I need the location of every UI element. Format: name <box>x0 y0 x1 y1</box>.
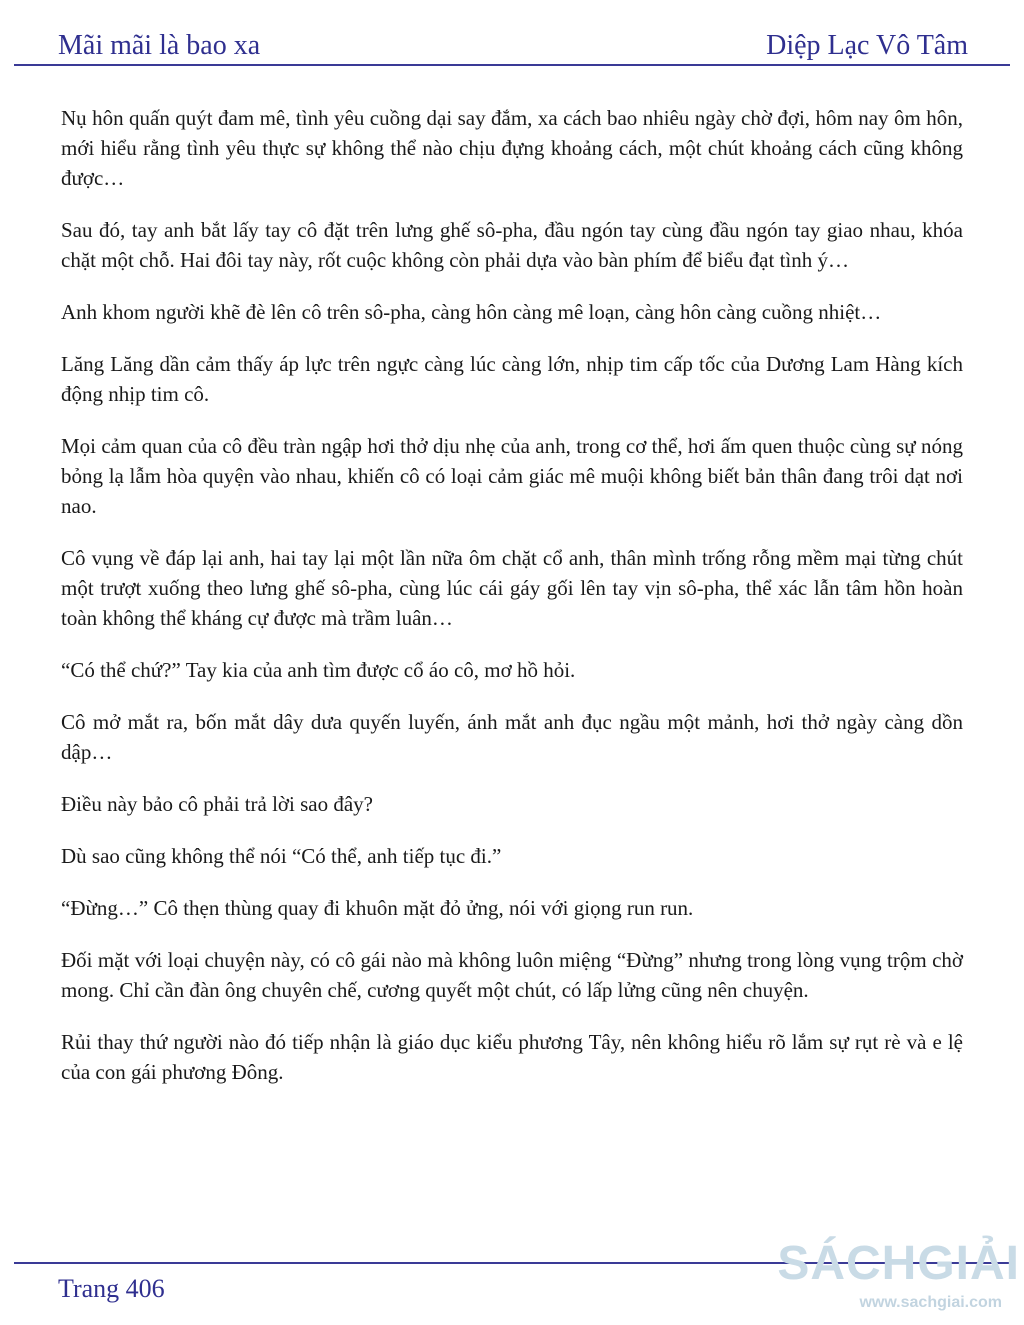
paragraph: Sau đó, tay anh bắt lấy tay cô đặt trên lưng ghế sô-pha, đầu ngón tay cùng đầu ngón tay giao nhau, khóa chặt một chỗ. Hai đôi tay này, rốt cuộc không còn phải dựa vào bàn phím để biểu đạt tình ý… <box>61 218 963 272</box>
paragraph: Dù sao cũng không thể nói “Có thể, anh tiếp tục đi.” <box>61 844 502 868</box>
watermark-logo-text: SÁCHGIẢI <box>777 1237 1020 1290</box>
watermark-logo <box>777 1228 1020 1323</box>
watermark-url: www.sachgiai.com <box>859 1294 1002 1311</box>
paragraph: “Đừng…” Cô thẹn thùng quay đi khuôn mặt đỏ ửng, nói với giọng run run. <box>61 896 694 920</box>
page-body <box>61 103 963 1109</box>
paragraph: Cô mở mắt ra, bốn mắt dây dưa quyến luyến, ánh mắt anh đục ngầu một mảnh, hơi thở ngày càng dồn dập… <box>61 710 963 764</box>
paragraph: Lăng Lăng dần cảm thấy áp lực trên ngực càng lúc càng lớn, nhịp tim cấp tốc của Dương Lam Hàng kích động nhịp tim cô. <box>61 352 963 406</box>
paragraph: Anh khom người khẽ đè lên cô trên sô-pha, càng hôn càng mê loạn, càng hôn càng cuồng nhiệt… <box>61 300 882 324</box>
header-divider <box>14 64 1010 66</box>
page-number: Trang 406 <box>58 1274 165 1303</box>
paragraph: “Có thể chứ?” Tay kia của anh tìm được cổ áo cô, mơ hồ hỏi. <box>61 658 576 682</box>
page-header <box>58 22 968 62</box>
paragraph: Nụ hôn quấn quýt đam mê, tình yêu cuồng dại say đắm, xa cách bao nhiêu ngày chờ đợi, hôm nay ôm hôn, mới hiểu rằng tình yêu thực sự không thể nào chịu đựng khoảng cách, một chút khoảng cách cũng không được… <box>61 106 963 190</box>
paragraph: Đối mặt với loại chuyện này, có cô gái nào mà không luôn miệng “Đừng” nhưng trong lòng vụng trộm chờ mong. Chỉ cần đàn ông chuyên chế, cương quyết một chút, có lấp lửng cũng nên chuyện. <box>61 948 963 1002</box>
paragraph: Điều này bảo cô phải trả lời sao đây? <box>61 792 373 816</box>
book-title: Mãi mãi là bao xa <box>58 30 261 61</box>
author-name: Diệp Lạc Vô Tâm <box>766 30 968 61</box>
paragraph: Mọi cảm quan của cô đều tràn ngập hơi thở dịu nhẹ của anh, trong cơ thể, hơi ấm quen thuộc cùng sự nóng bỏng lạ lẫm hòa quyện vào nhau, khiến cô có loại cảm giác mê muội không biết bản thân đang trôi dạt nơi nao. <box>61 434 963 518</box>
paragraph: Rủi thay thứ người nào đó tiếp nhận là giáo dục kiểu phương Tây, nên không hiểu rõ lắm sự rụt rè và e lệ của con gái phương Đông. <box>61 1030 963 1084</box>
paragraph: Cô vụng về đáp lại anh, hai tay lại một lần nữa ôm chặt cổ anh, thân mình trống rỗng mềm mại từng chút một trượt xuống theo lưng ghế sô-pha, cùng lúc cái gáy gối lên tay vịn sô-pha, thể xác lẫn tâm hồn hoàn toàn không thể kháng cự được mà trầm luân… <box>61 546 963 630</box>
